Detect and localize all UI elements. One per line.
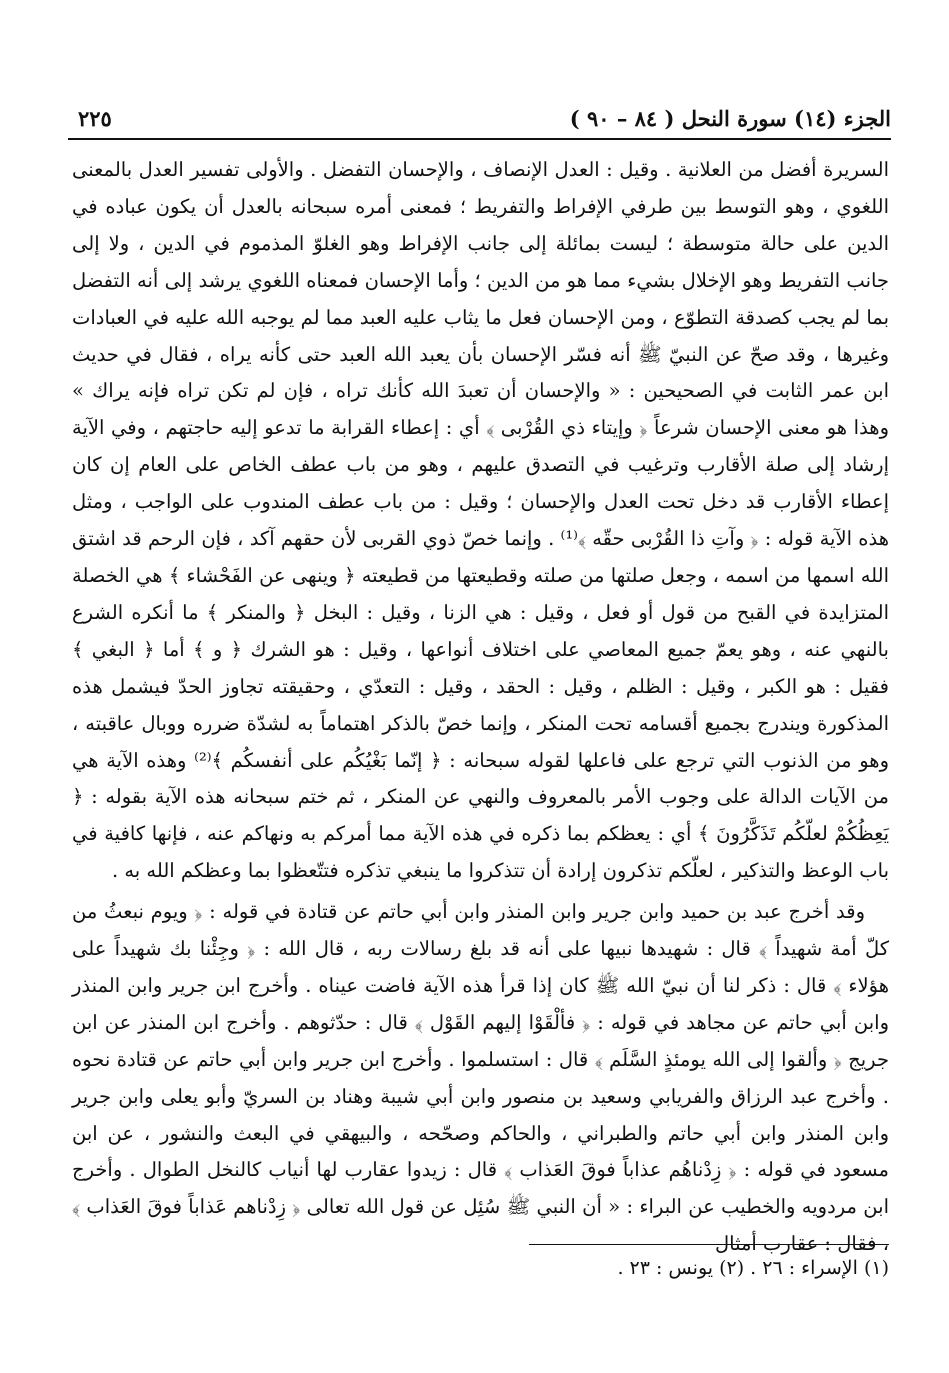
paragraph: السريرة أفضل من العلانية . وقيل : العدل الإنصاف ، والإحسان التفضل . والأولى تفسير العدل بالمعنى اللغوي ، وهو التوسط بين طرفي الإفراط والتفريط ؛ فمعنى أمره سبحانه بالعدل أن يكون عباده في الدين على حالة متوسطة ؛ ليست بمائلة إلى جانب الإفراط وهو الغلوّ المذموم في الدين ، ولا إلى جانب التفريط وهو الإخلال بشيء مما هو من الدين ؛ وأما الإحسان فمعناه اللغوي يرشد إلى أنه التفضل بما لم يجب كصدقة التطوّع ، ومن الإحسان فعل ما يثاب عليه العبد مما لم يوجبه الله عليه في العبادات وغيرها ، وقد صحّ عن النبيّ ﷺ أنه فسّر الإحسان بأن يعبد الله العبد حتى كأنه يراه ، فقال في حديث ابن عمر الثابت في الصحيحين : « والإحسان أن تعبدَ الله كأنك تراه ، فإن لم تكن تراه فإنه يراك » وهذا هو معنى الإحسان شرعاً ﴿ وإيتاء ذي القُرْبى ﴾ أي : إعطاء القرابة ما تدعو إليه حاجتهم ، وفي الآية إرشاد إلى صلة الأقارب وترغيب في التصدق عليهم ، وهو من باب عطف الخاص على العام إن كان إعطاء الأقارب قد دخل تحت العدل والإحسان ؛ وقيل : من باب عطف المندوب على الواجب ، ومثل هذه الآية قوله : ﴿ وآتِ ذا القُرْبى حقّه ﴾⁽¹⁾ . وإنما خصّ ذوي القربى لأن حقهم آكد ، فإن الرحم قد اشتق الله اسمها من اسمه ، وجعل صلتها من صلته وقطيعتها من قطيعته ﴿ وينهى عن الفَحْشاء ﴾ هي الخصلة المتزايدة في القبح من قول أو فعل ، وقيل : هي الزنا ، وقيل : البخل ﴿ والمنكر ﴾ ما أنكره الشرع بالنهي عنه ، وهو يعمّ جميع المعاصي على اختلاف أنواعها ، وقيل : هو الشرك ﴿ و ﴾ أما ﴿ البغي ﴾ فقيل : هو الكبر ، وقيل : الظلم ، وقيل : الحقد ، وقيل : التعدّي ، وحقيقته تجاوز الحدّ فيشمل هذه المذكورة ويندرج بجميع أقسامه تحت المنكر ، وإنما خصّ بالذكر اهتماماً به لشدّة ضرره ووبال عاقبته ، وهو من الذنوب التي ترجع على فاعلها لقوله سبحانه : ﴿ إنّما بَغْيُكُم على أنفسكُم ﴾⁽²⁾ وهذه الآية هي من الآيات الدالة على وجوب الأمر بالمعروف والنهي عن المنكر ، ثم ختم سبحانه هذه الآية بقوله : ﴿ يَعِظُكُمْ لعلّكُم تَذَكَّرُونَ ﴾ أي : يعظكم بما ذكره في هذه الآية مما أمركم به ونهاكم عنه ، فإنها كافية في باب الوعظ والتذكير ، لعلّكم تذكرون إرادة أن تتذكروا ما ينبغي تذكره فتتّعظوا بما وعظكم الله به . [72, 158, 890, 883]
running-title: الجزء (١٤) سورة النحل ( ٨٤ – ٩٠ ) [569, 106, 891, 131]
paragraph: وقد أخرج عبد بن حميد وابن جرير وابن المنذر وابن أبي حاتم عن قتادة في قوله : ﴿ ويوم نبعثُ من كلّ أمة شهيداً ﴾ قال : شهيدها نبيها على أنه قد بلغ رسالات ربه ، قال الله : ﴿ وجِئْنا بك شهيداً على هؤلاء ﴾ قال : ذكر لنا أن نبيّ الله ﷺ كان إذا قرأ هذه الآية فاضت عيناه . وأخرج ابن جرير وابن المنذر وابن أبي حاتم عن مجاهد في قوله : ﴿ فألْقَوْا إليهم القَوْل ﴾ قال : حدّثوهم . وأخرج ابن المنذر عن ابن جريج ﴿ وألقوا إلى الله يومئذٍ السَّلَم ﴾ قال : استسلموا . وأخرج ابن جرير وابن أبي حاتم عن قتادة نحوه . وأخرج عبد الرزاق والفريابي وسعيد بن منصور وابن أبي شيبة وهناد بن السريّ وأبو يعلى وابن جرير وابن المنذر وابن أبي حاتم والطبراني ، والحاكم وصحّحه ، والبيهقي في البعث والنشور ، عن ابن مسعود في قوله : ﴿ زِدْناهُم عذاباً فوقَ العَذاب ﴾ قال : زيدوا عقارب لها أنياب كالنخل الطوال . وأخرج ابن مردويه والخطيب عن البراء : « أن النبي ﷺ سُئِل عن قول الله تعالى ﴿ زِدْناهم عَذاباً فوقَ العَذاب ﴾ ، فقال : عقارب أمثال [72, 900, 889, 1256]
footnotes: (١) الإسراء : ٢٦ . (٢) يونس : ٢٣ . [617, 1257, 889, 1279]
header-rule [68, 138, 891, 140]
page-header [68, 100, 891, 140]
page-number: ٢٢٥ [78, 106, 112, 131]
footnote-rule [529, 1244, 889, 1245]
main-text [72, 152, 890, 1256]
